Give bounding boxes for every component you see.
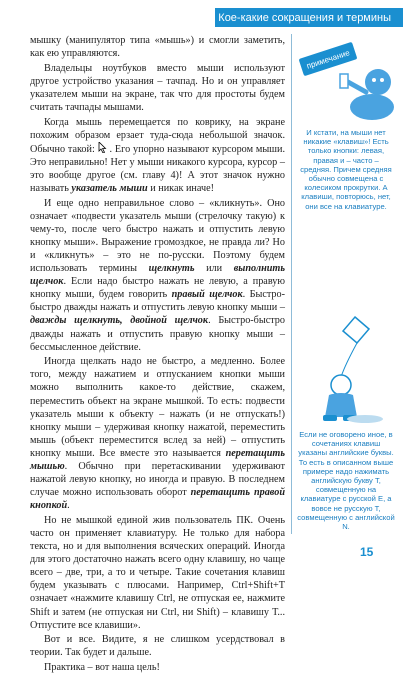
header-title: Кое-какие сокращения и термины <box>218 11 391 24</box>
paragraph-3-part-c: или <box>194 263 234 275</box>
paragraph-2-part-a: Когда мышь перемещается по коврику, на экране похожим образом ерзает туда-сюда небольшой значок. Обычно такой: <box>30 116 285 155</box>
paragraph-3-part-a: И еще одно неправильное слово – «кликнуть». Оно означает «подвести указатель мыши (стрелочку такую) к чему-то, после чего быстро нажать и отпустить левую кнопку мыши». Выражение громоздкое, не правда ли? Но и «кликнуть» – это не по-русски. Поэтому будем использовать термины <box>30 197 285 275</box>
running-header <box>215 8 403 27</box>
mouse-pointer-icon <box>98 142 107 153</box>
term-double-click: дважды щелкнуть, двойной щелчок <box>30 315 209 327</box>
paragraph-4-part-e: . <box>67 500 70 512</box>
paragraph-3 <box>30 197 285 354</box>
paragraph-3-part-e: . Если надо быстро нажать не левую, а правую кнопку мыши, будем говорить <box>30 276 285 301</box>
paragraph-3-part-g: . Быстро-быстро дважды нажать и отпустить левую кнопку мыши – <box>30 289 286 314</box>
sidebar-note-mouse-buttons: И кстати, на мыши нет никакие «клавиш»! Есть только кнопки: левая, правая и – часто – средняя. Причем средняя обычно совмещена с колесиком прокрутки. А клавиши, повторюсь, нет, они все на клавиатуре. <box>300 128 392 211</box>
page-number: 15 <box>360 545 374 559</box>
term-right-drag: перетащить правой кнопкой <box>30 487 285 512</box>
paragraph-3-part-i: . Быстро-быстро дважды нажать и отпустить правую кнопку мыши – бессмысленное действие. <box>30 315 285 353</box>
paragraph-0: мышку (манипулятор типа «мышь») и смогли заметить, как ею управляются. <box>30 35 285 60</box>
term-click: щелкнуть <box>148 263 195 275</box>
paragraph-7: Практика – вот наша цель! <box>44 661 160 673</box>
paragraph-2 <box>30 116 285 196</box>
sidebar-note-english-letters: Если не оговорено иное, в сочетаниях клавиш указаны английские буквы. То есть в описанном выше примере надо нажимать английскую букву Т, совмещенную на клавиатуре с русской Е, а вовсе не русскую Т, совмещенную с английской N. <box>297 430 395 532</box>
paragraph-5: Но не мышкой единой жив пользователь ПК. Очень часто он применяет клавиатуру. Не только для набора текста, но и для выполнения всяческих операций. Иногда для этого достаточно нажать всего одну клавишу, но чаще всего – две, три, а то и четыре. Такие сочетания клавиш будем указывать с плюсами. Например, Ctrl+Shift+T означает «нажмите клавишу Ctrl, не отпуская ее, нажмите Shift и затем (не отпуская ни Ctrl, ни Shift) – клавишу Т... Отпустите все клавиши». <box>30 514 285 631</box>
paragraph-4 <box>30 355 285 512</box>
paragraph-6: Вот и все. Видите, я не слишком усердствовал в теории. Так будет и дальше. <box>30 634 285 659</box>
term-right-click: правый щелчок <box>171 289 243 301</box>
sidebar-divider <box>291 34 292 534</box>
term-do-click: выполнить щелчок <box>30 263 285 288</box>
paragraph-4-part-c: . Обычно при перетаскивании удерживают нажатой левую кнопку, но иногда и правую. В последнем случае можно использовать оборот <box>30 461 285 499</box>
paragraph-4-part-a: Иногда щелкать надо не быстро, а медленно. Более того, между нажатием и отпусканием кнопки мыши можно выполнить какое-то действие, скажем, переместить объект на экране мышкой. То есть: подвести указатель мыши к объекту – нажать (и не отпускать!) кнопку мыши – удерживая кнопку нажатой, переместить мышь (объект переместится вслед за ней) – отпустить кнопку мыши. Все вместе это называется <box>30 356 285 459</box>
term-drag: перетащить мышью <box>30 447 285 472</box>
paragraph-2-part-b: . Его упорно называют курсором мыши. Это неправильно! Нет у мыши никакого курсора, курсор – это вообще другое (см. главу 4)! А этот значок нужно называть <box>30 143 286 195</box>
main-text <box>30 34 285 676</box>
note-badge: примечание <box>299 42 358 76</box>
term-mouse-pointer: указатель мыши <box>71 183 148 195</box>
pointing-character-illustration <box>330 52 400 122</box>
kite-boy-illustration <box>305 315 395 425</box>
paragraph-2-part-d: и никак иначе! <box>147 183 215 195</box>
paragraph-1: Владельцы ноутбуков вместо мыши используют другое устройство указания – тачпад. Но и он управляет указателем мыши на экране, так что для простоты будем считать тачпады мышами. <box>30 62 285 113</box>
